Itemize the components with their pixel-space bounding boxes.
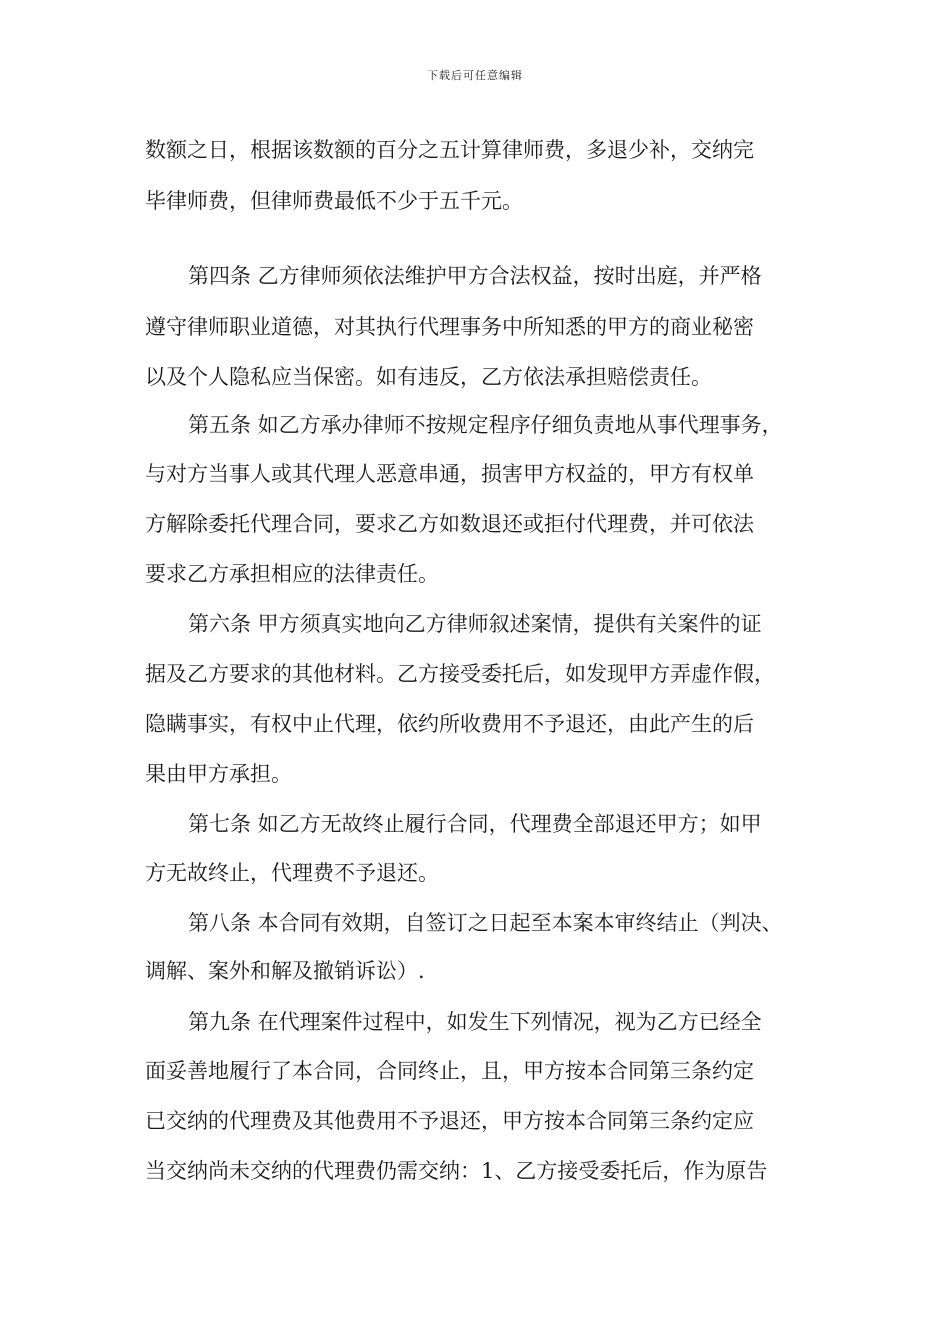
- text-line: 方解除委托代理合同，要求乙方如数退还或拒付代理费，并可依法: [145, 512, 754, 536]
- text-line: 调解、案外和解及撤销诉讼）.: [145, 959, 425, 983]
- text-line: 第五条 如乙方承办律师不按规定程序仔细负责地从事代理事务，: [188, 413, 783, 437]
- text-line: 遵守律师职业道德，对其执行代理事务中所知悉的甲方的商业秘密: [145, 315, 754, 339]
- text-line: 面妥善地履行了本合同，合同终止，且，甲方按本合同第三条约定: [145, 1059, 754, 1083]
- text-line: 以及个人隐私应当保密。如有违反，乙方依法承担赔偿责任。: [145, 365, 712, 389]
- text-line: 第九条 在代理案件过程中，如发生下列情况，视为乙方已经全: [188, 1010, 762, 1034]
- text-line: 第六条 甲方须真实地向乙方律师叙述案情，提供有关案件的证: [188, 612, 762, 636]
- text-line: 方无故终止，代理费不予退还。: [145, 861, 439, 885]
- text-line: 第八条 本合同有效期，自签订之日起至本案本审终结止（判决、: [188, 911, 783, 935]
- text-line: 毕律师费，但律师费最低不少于五千元。: [145, 189, 523, 213]
- text-line: 据及乙方要求的其他材料。乙方接受委托后，如发现甲方弄虚作假，: [145, 662, 775, 686]
- text-line: 要求乙方承担相应的法律责任。: [145, 562, 439, 586]
- page-header: 下载后可任意编辑: [427, 69, 523, 82]
- text-line: 第四条 乙方律师须依法维护甲方合法权益，按时出庭，并严格: [188, 264, 762, 288]
- text-line: 已交纳的代理费及其他费用不予退还，甲方按本合同第三条约定应: [145, 1109, 754, 1133]
- text-line: 第七条 如乙方无故终止履行合同，代理费全部退还甲方；如甲: [188, 812, 762, 836]
- text-line: 与对方当事人或其代理人恶意串通，损害甲方权益的，甲方有权单: [145, 462, 754, 486]
- text-line: 隐瞒事实，有权中止代理，依约所收费用不予退还，由此产生的后: [145, 712, 754, 736]
- text-line: 数额之日，根据该数额的百分之五计算律师费，多退少补，交纳完: [145, 138, 754, 162]
- text-line: 果由甲方承担。: [145, 762, 292, 786]
- text-line: 当交纳尚未交纳的代理费仍需交纳：1、乙方接受委托后，作为原告: [145, 1159, 768, 1183]
